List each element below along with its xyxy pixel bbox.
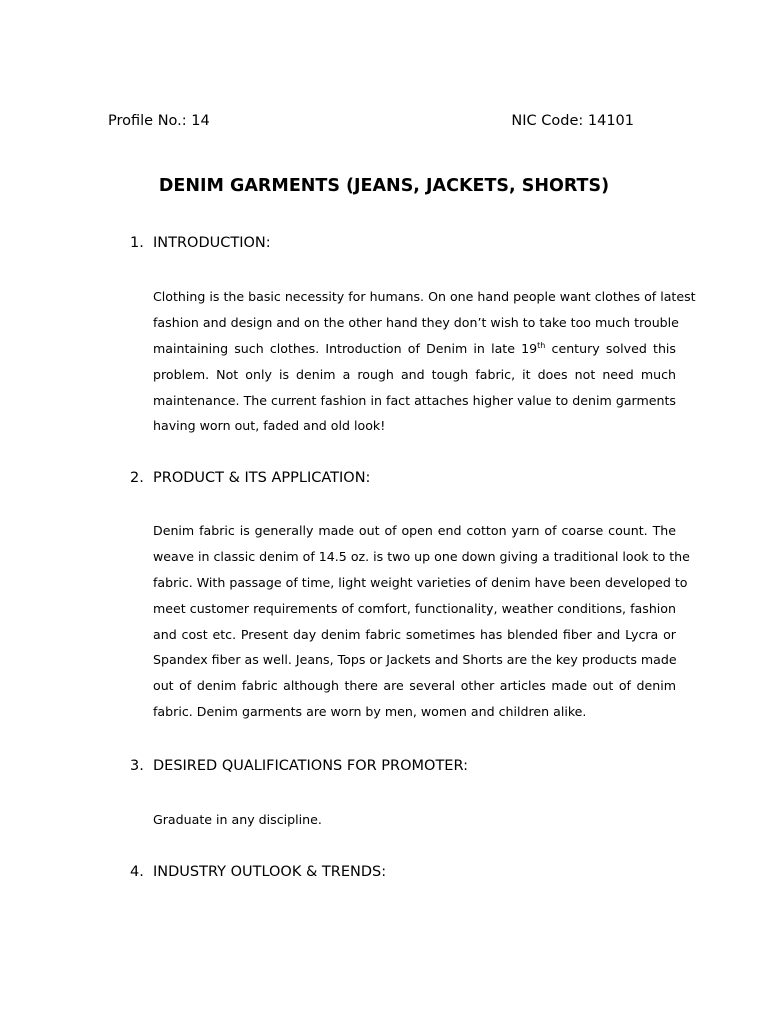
- profile-number: Profile No.: 14: [108, 113, 210, 129]
- document-title: DENIM GARMENTS (JEANS, JACKETS, SHORTS): [158, 176, 610, 196]
- paragraph-line: meet customer requirements of comfort, functionality, weather conditions, fashion: [153, 600, 676, 616]
- paragraph-line: having worn out, faded and old look!: [153, 418, 386, 434]
- paragraph-line: out of denim fabric although there are several other articles made out of denim: [153, 678, 676, 694]
- paragraph-line: Clothing is the basic necessity for humans. On one hand people want clothes of latest: [153, 289, 696, 304]
- section-heading-introduction: [130, 232, 271, 254]
- section-number: 4.: [130, 864, 144, 880]
- paragraph-line: Denim fabric is generally made out of open end cotton yarn of coarse count. The: [153, 523, 676, 538]
- section-heading-industry-outlook: [130, 861, 386, 883]
- section-body-product-application: [153, 518, 690, 725]
- paragraph-line: fabric. Denim garments are worn by men, women and children alike.: [153, 704, 587, 720]
- paragraph-line: Graduate in any discipline.: [153, 812, 322, 827]
- section-title: PRODUCT & ITS APPLICATION:: [153, 470, 371, 486]
- paragraph-line: [153, 336, 676, 362]
- section-number: 1.: [130, 235, 144, 251]
- paragraph-line: fabric. With passage of time, light weight varieties of denim have been developed to: [153, 574, 688, 590]
- paragraph-line: Spandex fiber as well. Jeans, Tops or Jackets and Shorts are the key products made: [153, 652, 677, 668]
- section-body-qualifications: [153, 807, 676, 833]
- paragraph-line: weave in classic denim of 14.5 oz. is two up one down giving a traditional look to the: [153, 548, 690, 564]
- superscript-th: th: [537, 340, 546, 350]
- section-number: 3.: [130, 758, 144, 774]
- document-header: [108, 110, 634, 132]
- paragraph-text: century solved this: [545, 340, 676, 356]
- paragraph-line: problem. Not only is denim a rough and tough fabric, it does not need much: [153, 366, 676, 382]
- paragraph-line: and cost etc. Present day denim fabric sometimes has blended fiber and Lycra or: [153, 626, 676, 642]
- section-heading-product-application: [130, 467, 370, 489]
- section-title: INTRODUCTION:: [153, 235, 271, 251]
- paragraph-line: maintenance. The current fashion in fact attaches higher value to denim garments: [153, 392, 676, 408]
- section-number: 2.: [130, 470, 144, 486]
- nic-code: NIC Code: 14101: [511, 113, 634, 129]
- paragraph-line: fashion and design and on the other hand they don’t wish to take too much trouble: [153, 314, 679, 330]
- section-body-introduction: [153, 284, 696, 439]
- section-title: INDUSTRY OUTLOOK & TRENDS:: [153, 864, 387, 880]
- section-heading-qualifications: [130, 755, 468, 777]
- paragraph-text: maintaining such clothes. Introduction of Denim in late 19: [153, 340, 538, 356]
- section-title: DESIRED QUALIFICATIONS FOR PROMOTER:: [153, 758, 468, 774]
